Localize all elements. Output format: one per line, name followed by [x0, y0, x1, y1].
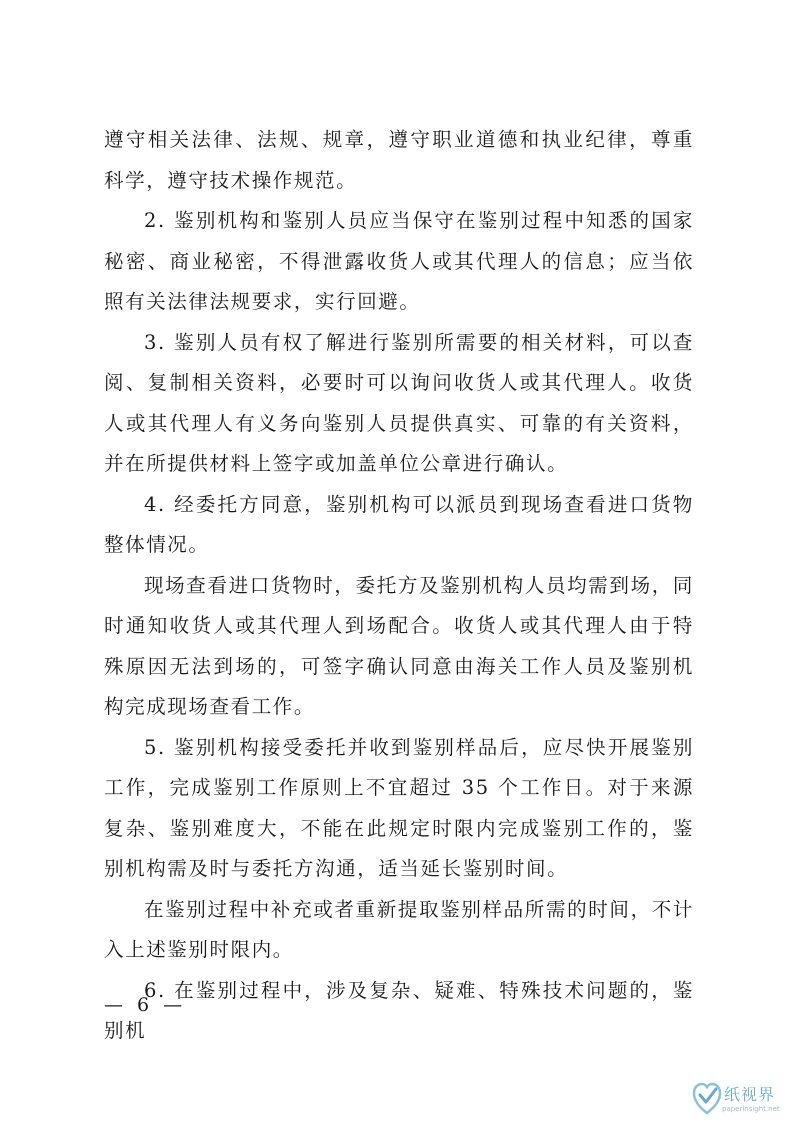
watermark-logo — [692, 1080, 792, 1120]
document-body — [104, 120, 694, 1052]
paragraph: 遵守相关法律、法规、规章，遵守职业道德和执业纪律，尊重科学，遵守技术操作规范。 — [104, 128, 694, 192]
heart-check-logo-icon — [692, 1080, 722, 1116]
paragraph: 现场查看进口货物时，委托方及鉴别机构人员均需到场，同时通知收货人或其代理人到场配合。收货人或其代理人由于特殊原因无法到场的，可签字确认同意由海关工作人员及鉴别机构完成现场查看工作。 — [104, 573, 694, 718]
paragraph: 4. 经委托方同意，鉴别机构可以派员到现场查看进口货物整体情况。 — [104, 492, 694, 556]
paragraph: 3. 鉴别人员有权了解进行鉴别所需要的相关材料，可以查阅、复制相关资料，必要时可以询问收货人或其代理人。收货人或其代理人有义务向鉴别人员提供真实、可靠的有关资料，并在所提供材料上签字或加盖单位公章进行确认。 — [104, 330, 694, 475]
paragraph: 6. 在鉴别过程中，涉及复杂、疑难、特殊技术问题的，鉴别机 — [104, 978, 694, 1042]
watermark-name: 纸视界 — [724, 1085, 776, 1104]
paragraph: 2. 鉴别机构和鉴别人员应当保守在鉴别过程中知悉的国家秘密、商业秘密，不得泄露收货人或其代理人的信息；应当依照有关法律法规要求，实行回避。 — [104, 209, 694, 313]
watermark-url: paperinsight.net — [722, 1105, 780, 1113]
page-number: — 6 — — [104, 994, 187, 1016]
paragraph: 5. 鉴别机构接受委托并收到鉴别样品后，应尽快开展鉴别工作，完成鉴别工作原则上不宜超过 35 个工作日。对于来源复杂、鉴别难度大，不能在此规定时限内完成鉴别工作的，鉴别机构需及时与委托方沟通，适当延长鉴别时间。 — [104, 735, 694, 880]
paragraph: 在鉴别过程中补充或者重新提取鉴别样品所需的时间，不计入上述鉴别时限内。 — [104, 897, 694, 961]
